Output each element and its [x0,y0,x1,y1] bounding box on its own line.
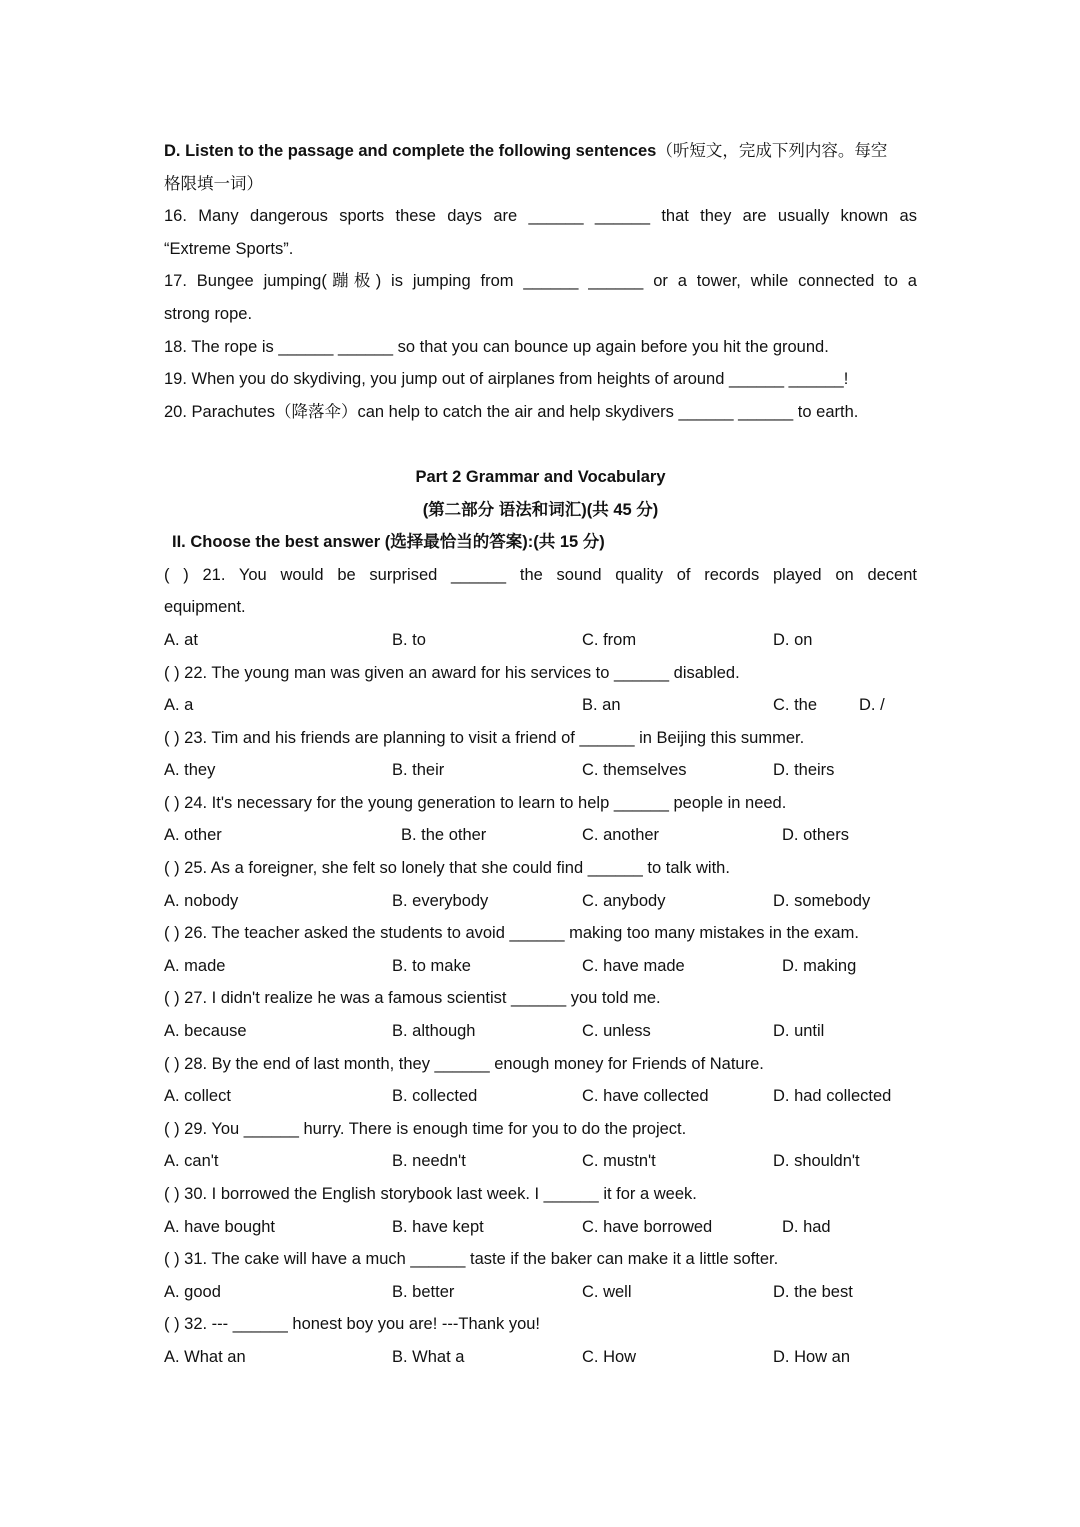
option-a[interactable]: A. good [164,1282,221,1301]
option-c[interactable]: C. anybody [582,891,666,910]
question-21-stem: ( ) 21. You would be surprised ______ the sound quality of records played on decent [164,565,917,584]
part2-subtitle-points: 45 [613,500,632,519]
option-b[interactable]: B. the other [401,826,487,845]
question-24-stem: ( ) 24. It's necessary for the young generation to learn to help ______ people in need. [164,793,787,812]
question-26-stem: ( ) 26. The teacher asked the students to avoid ______ making too many mistakes in the exam. [164,924,859,943]
question-21-options [164,624,917,657]
option-b[interactable]: B. collected [392,1087,478,1106]
option-d[interactable]: D. the best [773,1282,853,1301]
question-31-stem: ( ) 31. The cake will have a much ______ taste if the baker can make it a little softer. [164,1250,779,1269]
page-content [164,135,917,1374]
sentence-20: 20. Parachutes（降落伞）can help to catch the air and help skydivers ______ ______ to earth. [164,402,859,421]
sentence-16-line2: “Extreme Sports”. [164,239,294,258]
section-d-instruction-cn-2: 格限填一词） [164,174,263,193]
sentence-17-line2: strong rope. [164,304,253,323]
sentence-17-line1: 17. Bungee jumping(蹦极) is jumping from ______ ______ or a tower, while connected to a [164,272,917,291]
option-b[interactable]: B. to [392,630,426,649]
option-c[interactable]: C. How [582,1347,637,1366]
option-d[interactable]: D. on [773,630,813,649]
question-32-options [164,1341,917,1374]
option-d[interactable]: D. How an [773,1347,851,1366]
section-d-heading [164,135,917,168]
question-25-options [164,885,917,918]
question-28-stem: ( ) 28. By the end of last month, they ______ enough money for Friends of Nature. [164,1054,764,1073]
section-ii-heading [164,526,917,559]
part2-subtitle-open: (第二部分 语法和词汇)(共 [422,500,614,519]
option-d[interactable]: D. had collected [773,1087,892,1106]
option-b[interactable]: B. to make [392,956,471,975]
question-22-options [164,689,917,722]
section-ii-title: II. Choose the best answer [172,533,385,552]
sentence-19: 19. When you do skydiving, you jump out of airplanes from heights of around ______ ______! [164,370,849,389]
option-c[interactable]: C. have made [582,956,685,975]
option-c[interactable]: C. unless [582,1022,651,1041]
option-b[interactable]: B. better [392,1282,455,1301]
question-29-stem: ( ) 29. You ______ hurry. There is enough time for you to do the project. [164,1119,687,1138]
option-c[interactable]: C. have collected [582,1087,709,1106]
question-26-options [164,950,917,983]
option-b[interactable]: B. have kept [392,1217,484,1236]
option-c[interactable]: C. well [582,1282,632,1301]
sentence-16-line1: 16. Many dangerous sports these days are ______ ______ that they are usually known as [164,207,917,226]
question-30-stem: ( ) 30. I borrowed the English storybook last week. I ______ it for a week. [164,1185,697,1203]
question-22-stem: ( ) 22. The young man was given an award for his services to ______ disabled. [164,663,740,682]
option-c[interactable]: C. the [773,696,818,715]
part2-subtitle-close: 分) [631,500,659,519]
question-23-stem: ( ) 23. Tim and his friends are planning to visit a friend of ______ in Beijing this summer. [164,728,805,747]
section-ii-points: 15 [559,533,579,552]
option-d[interactable]: D. making [782,956,857,975]
option-c[interactable]: C. themselves [582,761,687,780]
option-b[interactable]: B. their [392,761,445,780]
section-d-instruction-cn: （听短文，完成下列内容。每空 [656,142,888,160]
option-a[interactable]: A. made [164,956,226,975]
option-a[interactable]: A. because [164,1022,247,1041]
option-d[interactable]: D. / [859,696,885,715]
question-21-stem-2: equipment. [164,598,246,617]
option-d[interactable]: D. had [782,1217,831,1236]
option-d[interactable]: D. theirs [773,761,835,780]
option-a[interactable]: A. other [164,826,222,845]
option-b[interactable]: B. an [582,696,621,715]
sentence-18: 18. The rope is ______ ______ so that you can bounce up again before you hit the ground. [164,337,829,356]
question-31-options [164,1276,917,1309]
question-29-options [164,1145,917,1178]
section-ii-instruction-cn: (选择最恰当的答案):(共 [384,533,560,552]
option-a[interactable]: A. a [164,696,194,715]
part2-subtitle [164,494,917,527]
question-32-stem: ( ) 32. --- ______ honest boy you are! ---Thank you! [164,1315,541,1334]
option-b[interactable]: B. needn't [392,1152,466,1171]
option-b[interactable]: B. although [392,1022,476,1041]
section-ii-close: 分) [578,533,605,552]
option-a[interactable]: A. can't [164,1152,219,1171]
option-a[interactable]: A. nobody [164,891,239,910]
option-a[interactable]: A. collect [164,1087,231,1106]
option-a[interactable]: A. What an [164,1347,246,1366]
option-d[interactable]: D. shouldn't [773,1152,860,1171]
question-27-options [164,1015,917,1048]
option-b[interactable]: B. What a [392,1347,465,1366]
option-d[interactable]: D. others [782,826,849,845]
question-23-options [164,754,917,787]
option-c[interactable]: C. have borrowed [582,1217,713,1236]
option-c[interactable]: C. from [582,630,637,649]
option-b[interactable]: B. everybody [392,891,489,910]
option-c[interactable]: C. another [582,826,660,845]
question-28-options [164,1080,917,1113]
section-gap [164,428,917,461]
section-d-title: D. Listen to the passage and complete the following sentences [164,142,657,160]
option-a[interactable]: A. they [164,761,216,780]
question-27-stem: ( ) 27. I didn't realize he was a famous scientist ______ you told me. [164,989,661,1008]
option-a[interactable]: A. at [164,630,198,649]
option-d[interactable]: D. until [773,1022,825,1041]
option-d[interactable]: D. somebody [773,891,871,910]
question-24-options [164,819,917,852]
option-a[interactable]: A. have bought [164,1217,276,1236]
question-30-options [164,1211,917,1244]
option-c[interactable]: C. mustn't [582,1152,656,1171]
question-25-stem: ( ) 25. As a foreigner, she felt so lonely that she could find ______ to talk with. [164,859,730,878]
part2-title: Part 2 Grammar and Vocabulary [415,467,666,486]
